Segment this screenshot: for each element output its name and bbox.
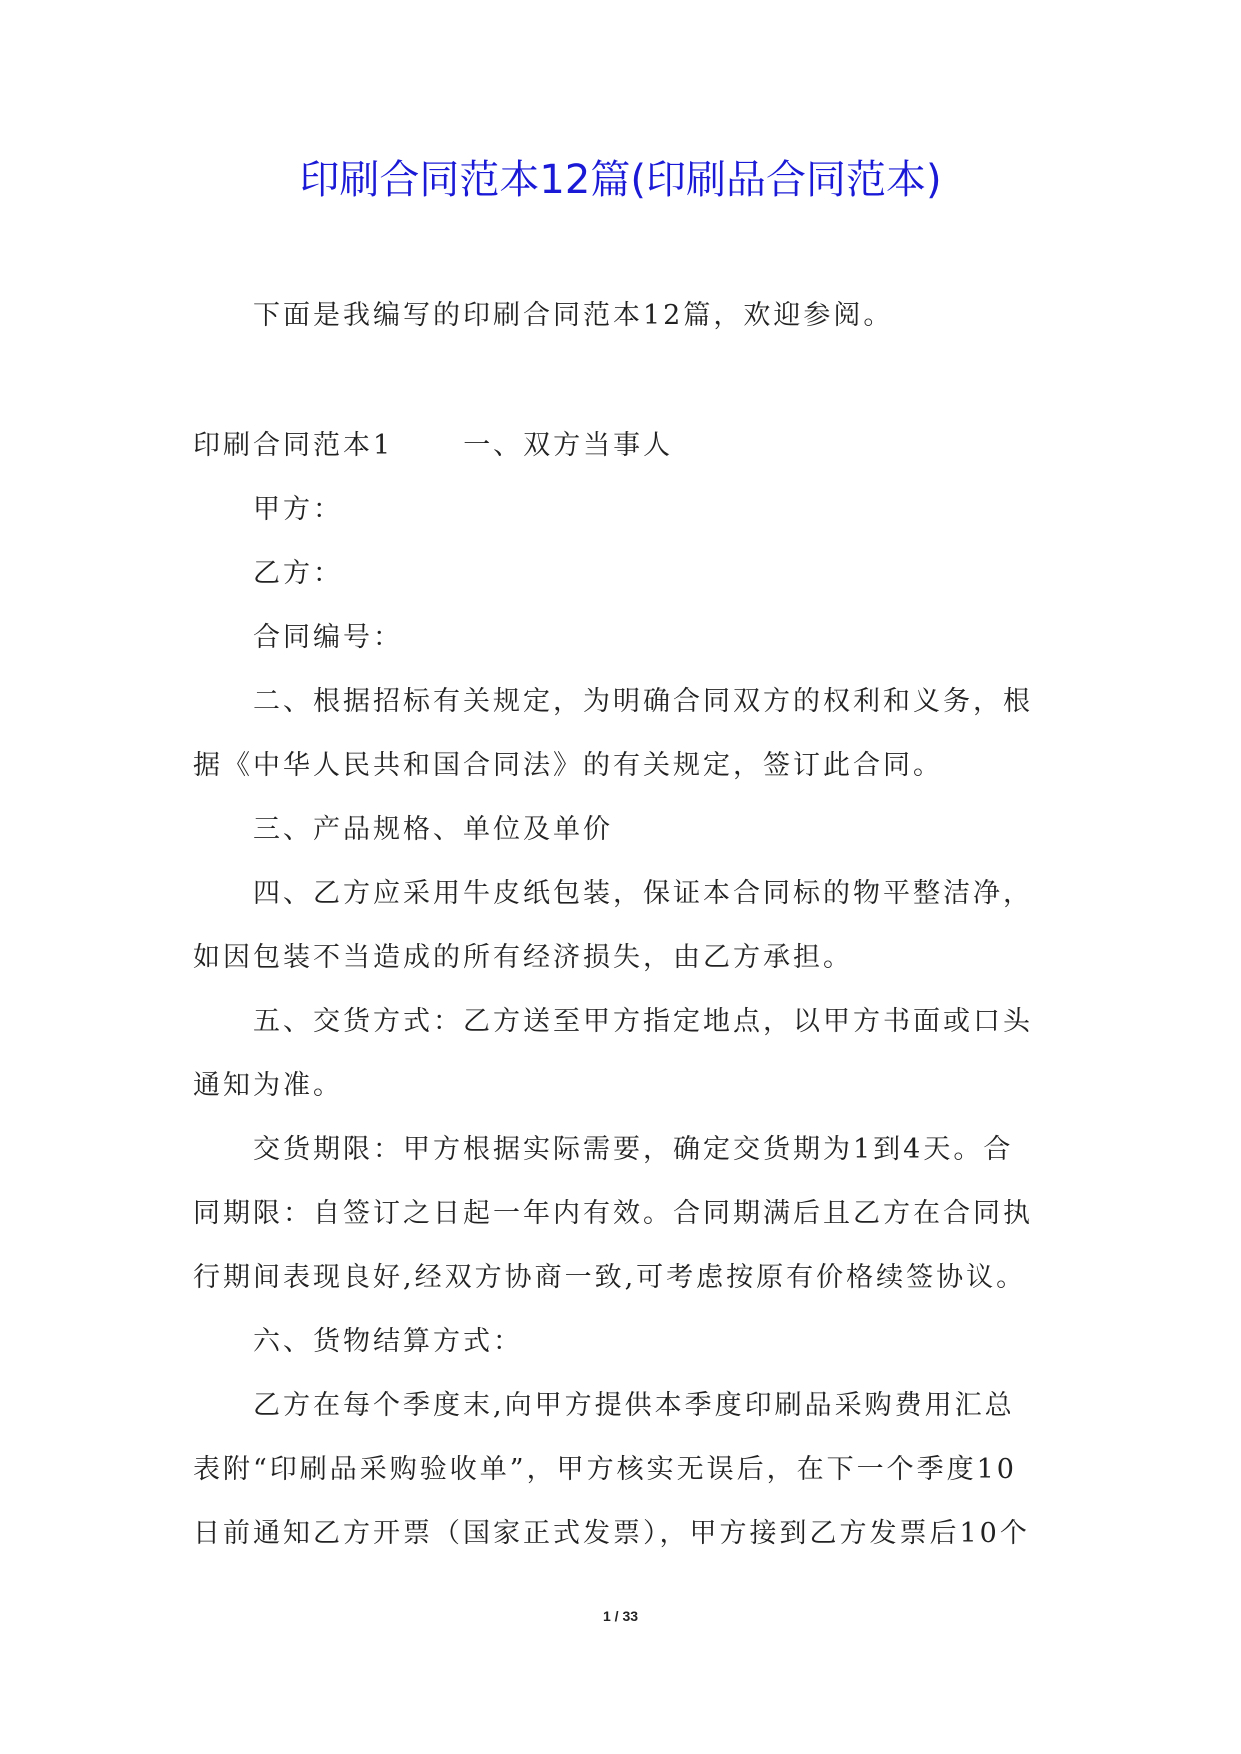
party-b-line: 乙方：	[253, 558, 343, 589]
section-label: 印刷合同范本1	[193, 430, 394, 461]
clause-3-line: 三、产品规格、单位及单价	[253, 814, 613, 845]
page-indicator: 1 / 33	[602, 1608, 639, 1624]
clause-2-line-2: 据《中华人民共和国合同法》的有关规定，签订此合同。	[193, 750, 943, 781]
section-heading-line	[193, 414, 1053, 478]
clause-4-line-1: 四、乙方应采用牛皮纸包装，保证本合同标的物平整洁净，	[253, 878, 1033, 909]
clause-5-line-1: 五、交货方式：乙方送至甲方指定地点，以甲方书面或口头	[253, 1006, 1033, 1037]
delivery-term-line-2: 同期限：自签订之日起一年内有效。合同期满后且乙方在合同执	[193, 1198, 1033, 1229]
document-body	[193, 284, 1053, 1566]
clause-5-line-2: 通知为准。	[193, 1070, 343, 1101]
intro-paragraph: 下面是我编写的印刷合同范本12篇，欢迎参阅。	[253, 300, 894, 331]
delivery-term-line-3: 行期间表现良好,经双方协商一致,可考虑按原有价格续签协议。	[193, 1262, 1027, 1293]
document-title: 印刷合同范本12篇(印刷品合同范本)	[299, 157, 942, 203]
settlement-line-1: 乙方在每个季度末,向甲方提供本季度印刷品采购费用汇总	[253, 1390, 1015, 1421]
contract-number-line: 合同编号：	[253, 622, 403, 653]
clause-4-line-2: 如因包装不当造成的所有经济损失，由乙方承担。	[193, 942, 853, 973]
delivery-term-line-1: 交货期限：甲方根据实际需要，确定交货期为1到4天。合	[253, 1134, 1014, 1165]
settlement-line-3: 日前通知乙方开票（国家正式发票），甲方接到乙方发票后10个	[193, 1518, 1030, 1549]
settlement-line-2: 表附“印刷品采购验收单”，甲方核实无误后，在下一个季度10	[193, 1454, 1017, 1485]
clause-6-line: 六、货物结算方式：	[253, 1326, 523, 1357]
party-a-line: 甲方：	[253, 494, 343, 525]
section-first-item: 一、双方当事人	[463, 430, 674, 461]
clause-2-line-1: 二、根据招标有关规定，为明确合同双方的权利和义务，根	[253, 686, 1033, 717]
